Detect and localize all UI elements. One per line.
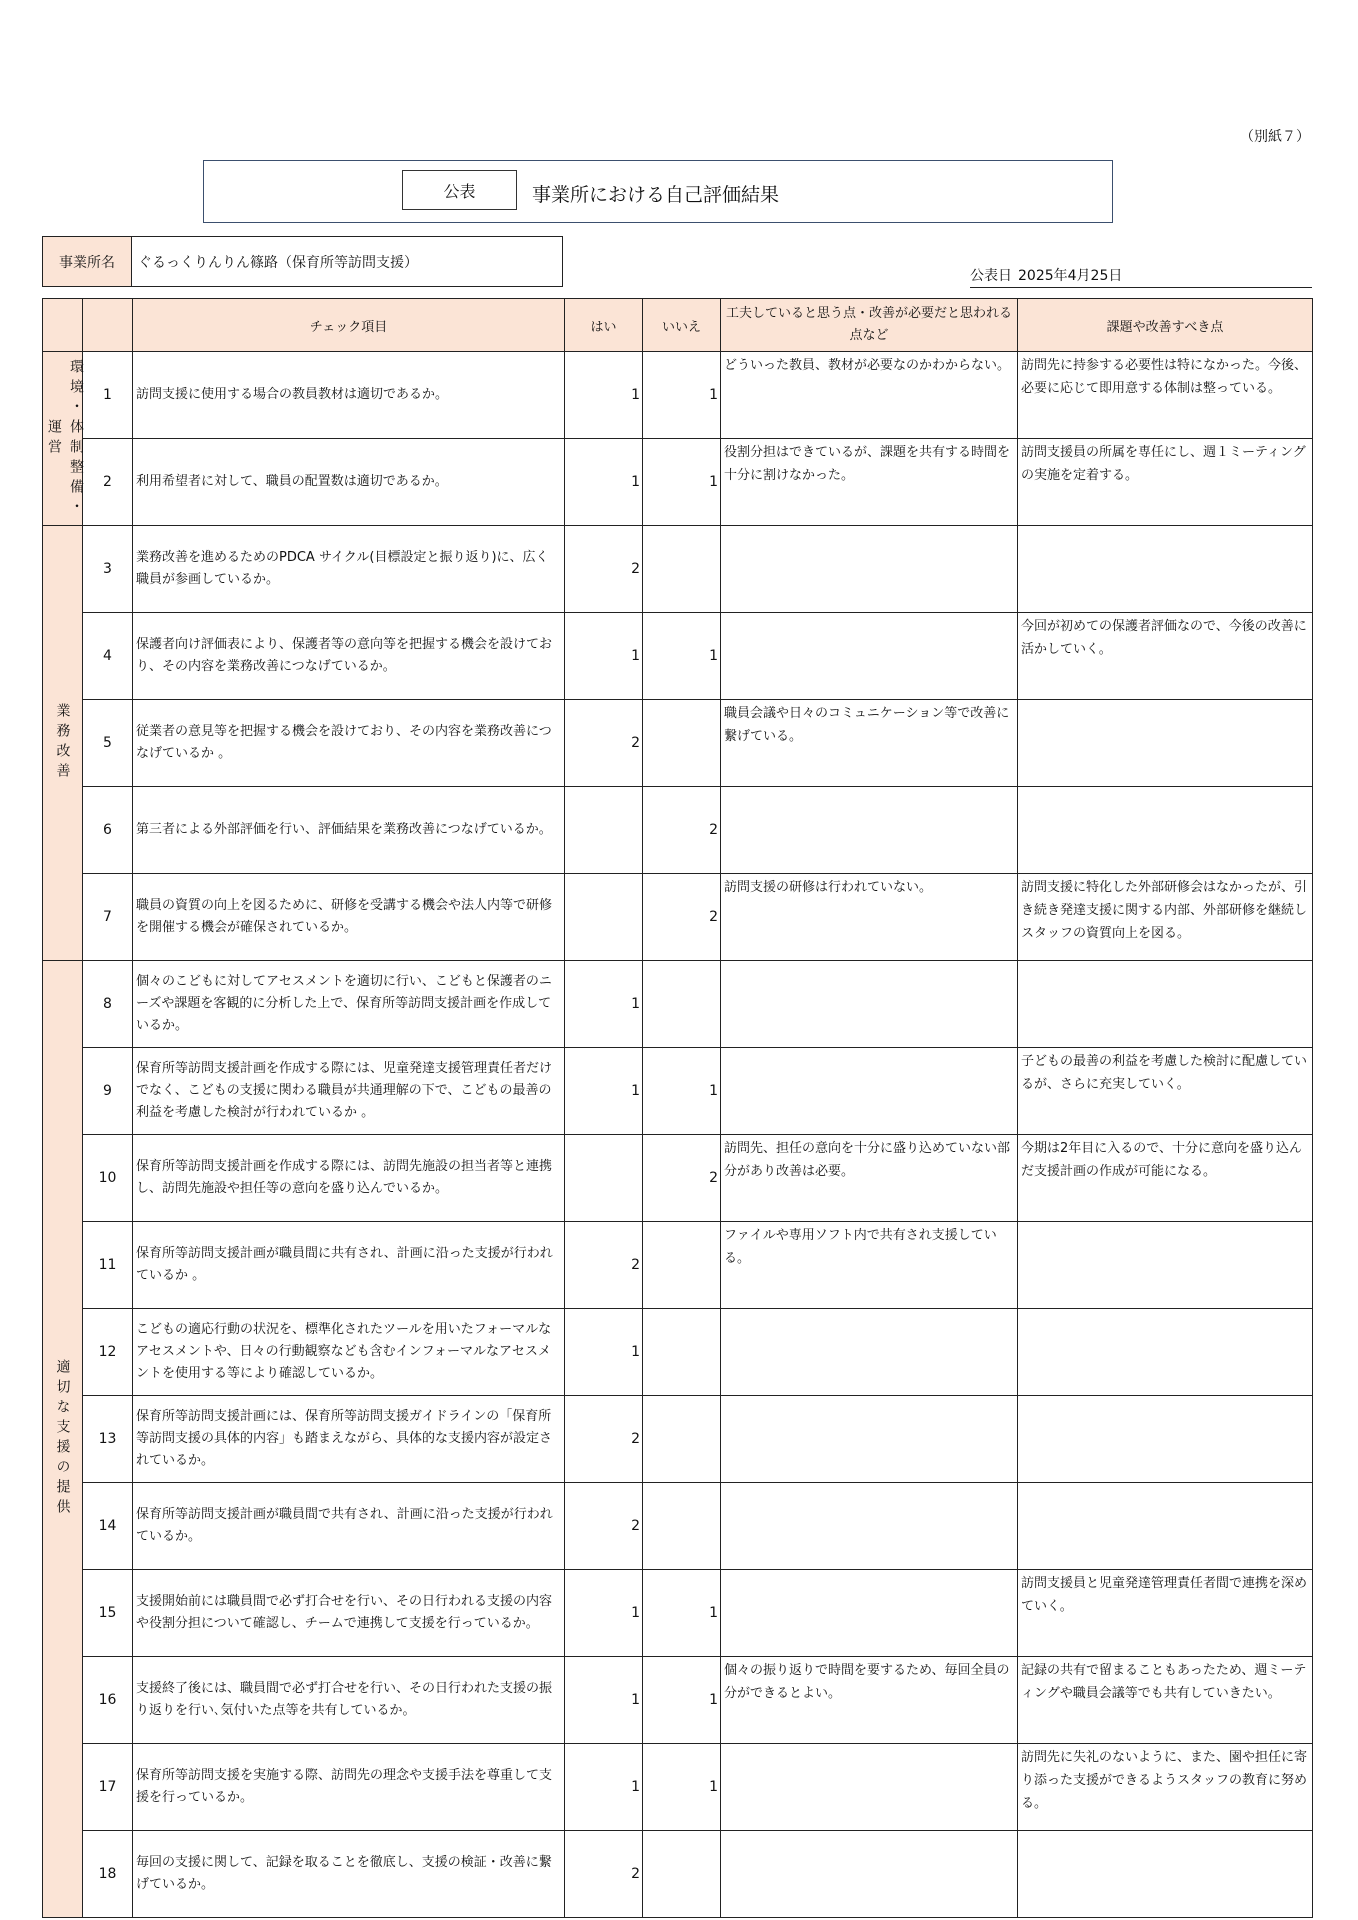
- category-improve: [43, 526, 83, 961]
- no-count: 1: [643, 613, 721, 700]
- document-reference: （別紙７）: [1240, 129, 1310, 145]
- table-row: [43, 526, 1313, 613]
- check-item: 従業者の意見等を把握する機会を設けており、その内容を業務改善につなげているか 。: [133, 700, 565, 787]
- table-row: [43, 439, 1313, 526]
- issue-note: 訪問先に持参する必要性は特になかった。今後、必要に応じて即用意する体制は整っている。: [1018, 352, 1313, 439]
- issue-note: 訪問支援員と児童発達管理責任者間で連携を深めていく。: [1018, 1570, 1313, 1657]
- no-count: 1: [643, 1744, 721, 1831]
- issue-note: [1018, 1483, 1313, 1570]
- table-row: [43, 787, 1313, 874]
- improvement-note: [721, 1744, 1018, 1831]
- issue-note: 訪問支援員の所属を専任にし、週１ミーティングの実施を定着する。: [1018, 439, 1313, 526]
- table-row: [43, 700, 1313, 787]
- yes-count: [565, 787, 643, 874]
- check-item: 保育所等訪問支援計画が職員間に共有され、計画に沿った支援が行われているか 。: [133, 1222, 565, 1309]
- check-item: 保育所等訪問支援計画には、保育所等訪問支援ガイドラインの「保育所等訪問支援の具体的内容」も踏まえながら、具体的な支援内容が設定されているか。: [133, 1396, 565, 1483]
- yes-count: 2: [565, 1483, 643, 1570]
- improvement-note: [721, 1309, 1018, 1396]
- no-count: 2: [643, 874, 721, 961]
- issue-note: [1018, 526, 1313, 613]
- check-item: 個々のこどもに対してアセスメントを適切に行い、こどもと保護者のニーズや課題を客観的に分析した上で、保育所等訪問支援計画を作成しているか。: [133, 961, 565, 1048]
- improvement-note: [721, 1831, 1018, 1918]
- check-item: こどもの適応行動の状況を、標準化されたツールを用いたフォーマルなアセスメントや、日々の行動観察なども含むインフォーマルなアセスメントを使用する等により確認しているか。: [133, 1309, 565, 1396]
- row-number: 18: [83, 1831, 133, 1918]
- table-row: [43, 961, 1313, 1048]
- office-name: ぐるっくりんりん篠路（保育所等訪問支援）: [138, 254, 418, 271]
- issue-note: 今期は2年目に入るので、十分に意向を盛り込んだ支援計画の作成が可能になる。: [1018, 1135, 1313, 1222]
- improvement-note: 個々の振り返りで時間を要するため、毎回全員の分ができるとよい。: [721, 1657, 1018, 1744]
- yes-count: 2: [565, 1396, 643, 1483]
- issue-note: 訪問先に失礼のないように、また、園や担任に寄り添った支援ができるようスタッフの教育に努める。: [1018, 1744, 1313, 1831]
- improvement-note: 役割分担はできているが、課題を共有する時間を十分に割けなかった。: [721, 439, 1018, 526]
- yes-count: 1: [565, 352, 643, 439]
- no-count: [643, 961, 721, 1048]
- issue-note: [1018, 961, 1313, 1048]
- row-number: 15: [83, 1570, 133, 1657]
- header-notes: 工夫していると思う点・改善が必要だと思われる点など: [721, 299, 1018, 352]
- table-row: [43, 1222, 1313, 1309]
- row-number: 16: [83, 1657, 133, 1744]
- table-row: [43, 613, 1313, 700]
- table-row: [43, 1135, 1313, 1222]
- row-number: 17: [83, 1744, 133, 1831]
- issue-note: [1018, 700, 1313, 787]
- check-item: 支援終了後には、職員間で必ず打合せを行い、その日行われた支援の振り返りを行い､気付いた点等を共有しているか。: [133, 1657, 565, 1744]
- table-row: [43, 1483, 1313, 1570]
- category-label: 業務改善: [54, 703, 71, 783]
- issue-note: [1018, 1396, 1313, 1483]
- improvement-note: [721, 1570, 1018, 1657]
- yes-count: [565, 1135, 643, 1222]
- improvement-note: ファイルや専用ソフト内で共有され支援している。: [721, 1222, 1018, 1309]
- no-count: [643, 1483, 721, 1570]
- table-row: [43, 1048, 1313, 1135]
- improvement-note: [721, 613, 1018, 700]
- issue-note: [1018, 1309, 1313, 1396]
- check-item: 保育所等訪問支援を実施する際、訪問先の理念や支援手法を尊重して支援を行っているか。: [133, 1744, 565, 1831]
- yes-count: [565, 874, 643, 961]
- header-yes: はい: [565, 299, 643, 352]
- improvement-note: [721, 526, 1018, 613]
- table-row: [43, 1831, 1313, 1918]
- row-number: 2: [83, 439, 133, 526]
- no-count: [643, 1309, 721, 1396]
- row-number: 12: [83, 1309, 133, 1396]
- no-count: [643, 1831, 721, 1918]
- category-env: [43, 352, 83, 526]
- no-count: [643, 1396, 721, 1483]
- improvement-note: 訪問先、担任の意向を十分に盛り込めていない部分があり改善は必要。: [721, 1135, 1018, 1222]
- header-category: [43, 299, 83, 352]
- check-item: 保育所等訪問支援計画が職員間で共有され、計画に沿った支援が行われているか。: [133, 1483, 565, 1570]
- table-row: [43, 1657, 1313, 1744]
- publish-date: [970, 262, 1312, 288]
- title-box: [203, 160, 1113, 223]
- check-item: 保育所等訪問支援計画を作成する際には、児童発達支援管理責任者だけでなく、こどもの支援に関わる職員が共通理解の下で、こどもの最善の利益を考慮した検討が行われているか 。: [133, 1048, 565, 1135]
- issue-note: 子どもの最善の利益を考慮した検討に配慮しているが、さらに充実していく。: [1018, 1048, 1313, 1135]
- yes-count: 2: [565, 1831, 643, 1918]
- improvement-note: 訪問支援の研修は行われていない。: [721, 874, 1018, 961]
- row-number: 4: [83, 613, 133, 700]
- category-label: 環境・体制整備・運営: [46, 358, 84, 519]
- check-item: 支援開始前には職員間で必ず打合せを行い、その日行われる支援の内容や役割分担について確認し、チームで連携して支援を行っているか。: [133, 1570, 565, 1657]
- row-number: 7: [83, 874, 133, 961]
- row-number: 6: [83, 787, 133, 874]
- row-number: 9: [83, 1048, 133, 1135]
- table-header-row: [43, 299, 1313, 352]
- public-tag: 公表: [402, 170, 517, 210]
- no-count: 2: [643, 787, 721, 874]
- issue-note: 訪問支援に特化した外部研修会はなかったが、引き続き発達支援に関する内部、外部研修を継続しスタッフの資質向上を図る。: [1018, 874, 1313, 961]
- category-support: [43, 961, 83, 1918]
- improvement-note: 職員会議や日々のコミュニケーション等で改善に繋げている。: [721, 700, 1018, 787]
- no-count: [643, 526, 721, 613]
- yes-count: 2: [565, 526, 643, 613]
- no-count: 1: [643, 1048, 721, 1135]
- no-count: 1: [643, 352, 721, 439]
- row-number: 10: [83, 1135, 133, 1222]
- yes-count: 1: [565, 613, 643, 700]
- header-number: [83, 299, 133, 352]
- improvement-note: [721, 1396, 1018, 1483]
- yes-count: 1: [565, 1744, 643, 1831]
- yes-count: 1: [565, 1309, 643, 1396]
- no-count: 2: [643, 1135, 721, 1222]
- issue-note: 記録の共有で留まることもあったため、週ミーティングや職員会議等でも共有していきたい。: [1018, 1657, 1313, 1744]
- office-label: 事業所名: [43, 237, 132, 286]
- row-number: 14: [83, 1483, 133, 1570]
- header-item: チェック項目: [133, 299, 565, 352]
- improvement-note: [721, 787, 1018, 874]
- improvement-note: [721, 1483, 1018, 1570]
- check-item: 第三者による外部評価を行い、評価結果を業務改善につなげているか。: [133, 787, 565, 874]
- table-row: [43, 1570, 1313, 1657]
- check-item: 保護者向け評価表により、保護者等の意向等を把握する機会を設けており、その内容を業務改善につなげているか。: [133, 613, 565, 700]
- check-item: 業務改善を進めるためのPDCA サイクル(目標設定と振り返り)に、広く職員が参画しているか。: [133, 526, 565, 613]
- yes-count: 2: [565, 1222, 643, 1309]
- publish-date-label: 公表日: [970, 267, 1012, 284]
- check-item: 利用希望者に対して、職員の配置数は適切であるか。: [133, 439, 565, 526]
- yes-count: 1: [565, 1048, 643, 1135]
- issue-note: [1018, 1222, 1313, 1309]
- evaluation-table: [42, 298, 1313, 1918]
- no-count: [643, 700, 721, 787]
- improvement-note: [721, 1048, 1018, 1135]
- table-row: [43, 1396, 1313, 1483]
- yes-count: 1: [565, 961, 643, 1048]
- no-count: 1: [643, 439, 721, 526]
- yes-count: 1: [565, 1570, 643, 1657]
- yes-count: 2: [565, 700, 643, 787]
- check-item: 訪問支援に使用する場合の教員教材は適切であるか。: [133, 352, 565, 439]
- check-item: 保育所等訪問支援計画を作成する際には、訪問先施設の担当者等と連携し、訪問先施設や担任等の意向を盛り込んでいるか。: [133, 1135, 565, 1222]
- table-row: [43, 352, 1313, 439]
- row-number: 3: [83, 526, 133, 613]
- office-box: [42, 236, 563, 287]
- header-no: いいえ: [643, 299, 721, 352]
- table-row: [43, 874, 1313, 961]
- improvement-note: [721, 961, 1018, 1048]
- category-label: 適切な支援の提供: [54, 1359, 71, 1519]
- table-row: [43, 1744, 1313, 1831]
- row-number: 13: [83, 1396, 133, 1483]
- row-number: 8: [83, 961, 133, 1048]
- publish-date-value: 2025年4月25日: [1018, 267, 1123, 284]
- check-item: 毎回の支援に関して、記録を取ることを徹底し、支援の検証・改善に繋げているか。: [133, 1831, 565, 1918]
- issue-note: [1018, 787, 1313, 874]
- no-count: 1: [643, 1570, 721, 1657]
- no-count: 1: [643, 1657, 721, 1744]
- row-number: 1: [83, 352, 133, 439]
- row-number: 5: [83, 700, 133, 787]
- check-item: 職員の資質の向上を図るために、研修を受講する機会や法人内等で研修を開催する機会が確保されているか。: [133, 874, 565, 961]
- yes-count: 1: [565, 439, 643, 526]
- yes-count: 1: [565, 1657, 643, 1744]
- improvement-note: どういった教員、教材が必要なのかわからない。: [721, 352, 1018, 439]
- issue-note: [1018, 1831, 1313, 1918]
- header-issues: 課題や改善すべき点: [1018, 299, 1313, 352]
- row-number: 11: [83, 1222, 133, 1309]
- issue-note: 今回が初めての保護者評価なので、今後の改善に活かしていく。: [1018, 613, 1313, 700]
- page-title: 事業所における自己評価結果: [532, 184, 780, 206]
- no-count: [643, 1222, 721, 1309]
- table-row: [43, 1309, 1313, 1396]
